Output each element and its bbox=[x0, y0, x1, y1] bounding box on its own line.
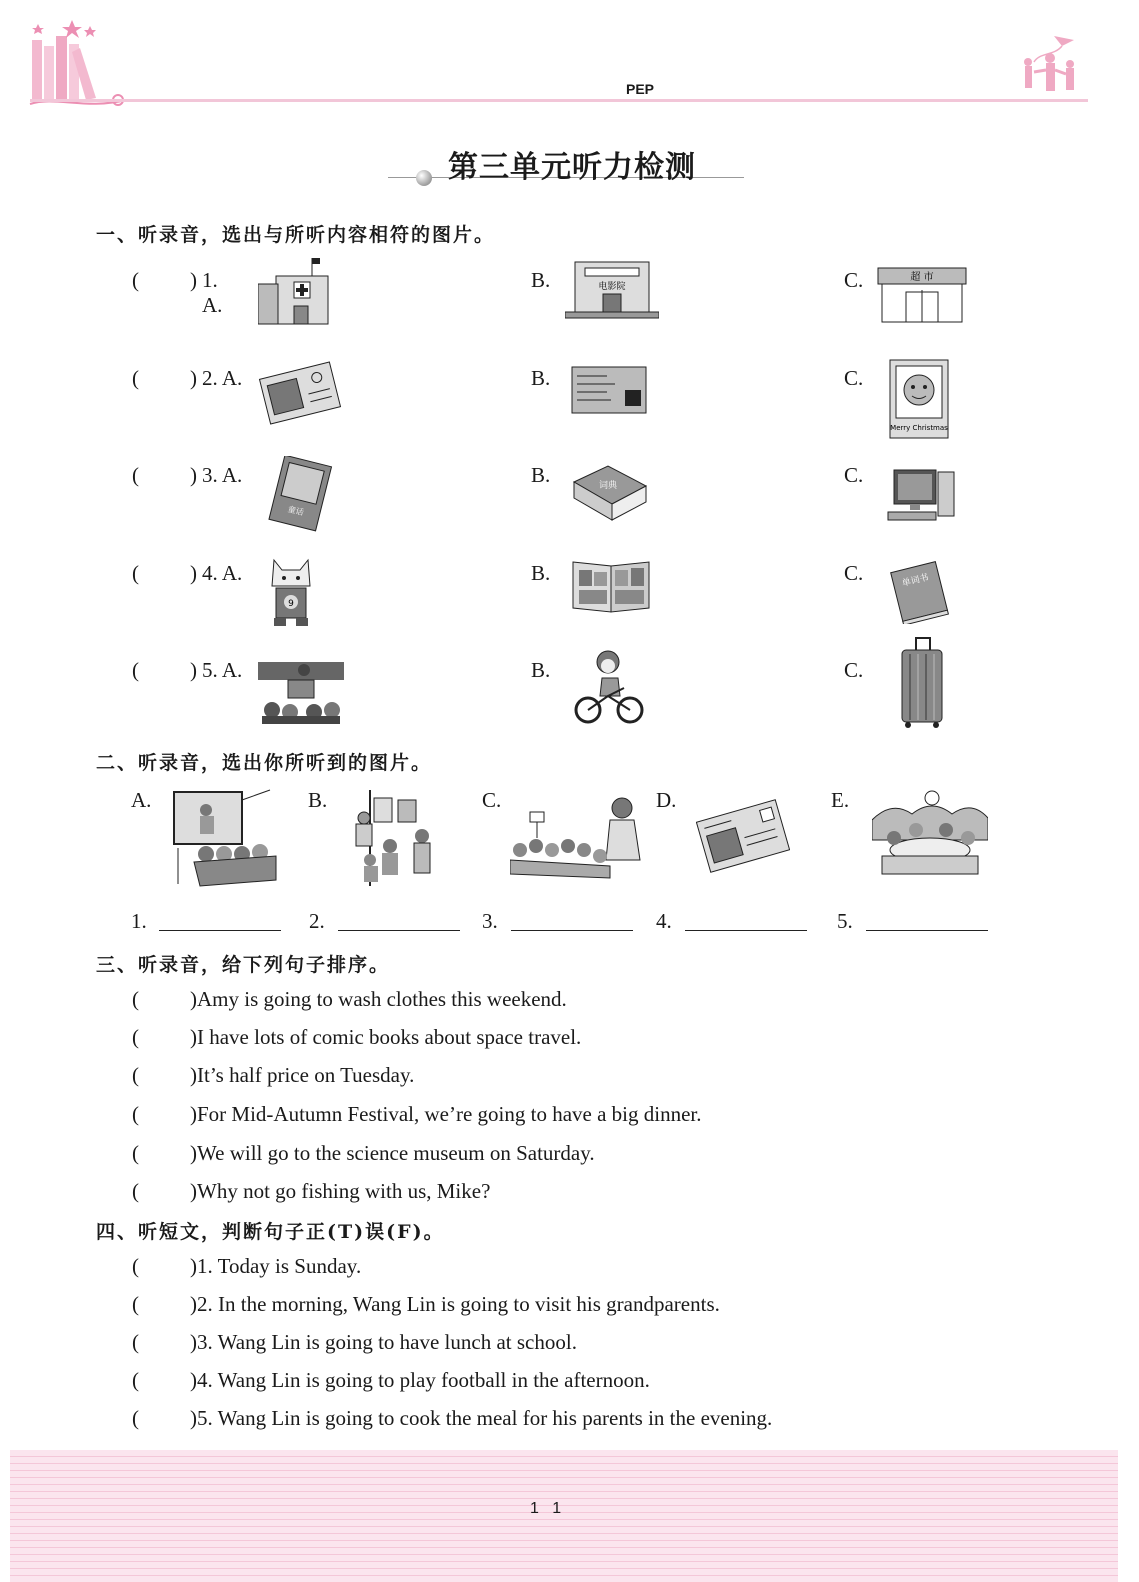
answer-paren-open: ( bbox=[132, 987, 139, 1011]
option-label-a: 5. A. bbox=[202, 658, 243, 682]
picture-option-c-label: C. bbox=[482, 788, 502, 812]
true-false-statement: )1. Today is Sunday. bbox=[190, 1254, 362, 1278]
answer-paren-open: ( bbox=[132, 658, 139, 682]
blank-label-4: 4. bbox=[656, 909, 672, 933]
option-label-c: C. bbox=[844, 561, 864, 585]
answer-paren-open: ( bbox=[132, 268, 139, 292]
comic-book-icon bbox=[571, 556, 651, 614]
answer-paren-open: ( bbox=[132, 1141, 139, 1165]
answer-paren-open: ( bbox=[132, 1254, 139, 1278]
kids-kite-logo bbox=[1014, 32, 1090, 104]
picture-option-a-label: A. bbox=[131, 788, 152, 812]
answer-paren-open: ( bbox=[132, 1292, 139, 1316]
word-book-title: 单词书 bbox=[901, 572, 930, 590]
picture-option-e-label: E. bbox=[831, 788, 850, 812]
answer-blank-3[interactable] bbox=[511, 930, 633, 931]
answer-paren-open: ( bbox=[132, 1063, 139, 1087]
museum-visit-icon bbox=[350, 788, 440, 888]
edition-label: PEP bbox=[626, 81, 655, 97]
option-label-c: C. bbox=[844, 268, 864, 292]
suitcase-icon bbox=[898, 636, 946, 730]
page-number: 1 1 bbox=[530, 1500, 562, 1517]
option-label-c: C. bbox=[844, 658, 864, 682]
answer-paren-open: ( bbox=[132, 561, 139, 585]
girl-riding-bike-icon bbox=[574, 648, 644, 728]
option-label-b: B. bbox=[531, 366, 551, 390]
word-book-icon bbox=[888, 558, 954, 624]
shirt-number: 9 bbox=[288, 599, 294, 609]
answer-paren-close: ) bbox=[190, 561, 197, 585]
answer-paren-close: ) bbox=[190, 268, 197, 292]
answer-paren-close: ) bbox=[190, 658, 197, 682]
ordering-sentence: )We will go to the science museum on Saturday. bbox=[190, 1141, 595, 1165]
section-2-heading: 二、听录音，选出你所听到的图片。 bbox=[96, 752, 433, 774]
answer-paren-open: ( bbox=[132, 463, 139, 487]
answer-paren-open: ( bbox=[132, 366, 139, 390]
corner-logo bbox=[26, 18, 136, 118]
storybook-title: 童话 bbox=[286, 504, 305, 518]
option-label-a: 3. A. bbox=[202, 463, 243, 487]
books-stars-icon bbox=[26, 18, 136, 118]
section-3-heading: 三、听录音，给下列句子排序。 bbox=[96, 954, 391, 976]
ordering-sentence: )Why not go fishing with us, Mike? bbox=[190, 1179, 491, 1203]
option-label-b: B. bbox=[531, 463, 551, 487]
answer-paren-open: ( bbox=[132, 1179, 139, 1203]
answer-paren-open: ( bbox=[132, 1330, 139, 1354]
picture-option-d-label: D. bbox=[656, 788, 677, 812]
dictionary-title: 词典 bbox=[598, 481, 618, 491]
option-label-b: B. bbox=[531, 268, 551, 292]
cinema-audience-icon bbox=[170, 788, 280, 888]
blank-label-1: 1. bbox=[131, 909, 147, 933]
family-dinner-outdoors-icon bbox=[872, 790, 988, 878]
storybook-icon bbox=[262, 456, 338, 532]
hospital-icon bbox=[258, 254, 336, 328]
option-label-b: B. bbox=[531, 658, 551, 682]
answer-blank-2[interactable] bbox=[338, 930, 460, 931]
ordering-sentence: )It’s half price on Tuesday. bbox=[190, 1063, 415, 1087]
option-label-c: C. bbox=[844, 366, 864, 390]
answer-paren-close: ) bbox=[190, 463, 197, 487]
supermarket-sign: 超 市 bbox=[910, 272, 934, 283]
computer-icon bbox=[886, 466, 960, 524]
answer-blank-4[interactable] bbox=[685, 930, 807, 931]
header-rule bbox=[30, 99, 1088, 102]
option-label-a: 2. A. bbox=[202, 366, 243, 390]
tour-group-icon bbox=[510, 794, 656, 880]
blank-label-5: 5. bbox=[837, 909, 853, 933]
business-card-icon bbox=[571, 366, 647, 414]
option-label-b: B. bbox=[531, 561, 551, 585]
cartoon-cat-icon bbox=[266, 556, 316, 630]
blank-label-3: 3. bbox=[482, 909, 498, 933]
page-title: 第三单元听力检测 bbox=[448, 150, 696, 185]
answer-paren-open: ( bbox=[132, 1025, 139, 1049]
option-label-a: 4. A. bbox=[202, 561, 243, 585]
answer-paren-close: ) bbox=[190, 366, 197, 390]
ordering-sentence: )I have lots of comic books about space travel. bbox=[190, 1025, 582, 1049]
true-false-statement: )4. Wang Lin is going to play football in the afternoon. bbox=[190, 1368, 650, 1392]
option-label-c: C. bbox=[844, 463, 864, 487]
answer-paren-open: ( bbox=[132, 1406, 139, 1430]
postcard-icon bbox=[258, 358, 342, 428]
christmas-card-icon bbox=[888, 358, 950, 440]
section-4-heading: 四、听短文，判断句子正(T)误(F)。 bbox=[96, 1221, 445, 1243]
answer-blank-5[interactable] bbox=[866, 930, 988, 931]
ordering-sentence: )For Mid-Autumn Festival, we’re going to have a big dinner. bbox=[190, 1102, 702, 1126]
dictionary-icon bbox=[568, 462, 650, 524]
true-false-statement: )5. Wang Lin is going to cook the meal for his parents in the evening. bbox=[190, 1406, 773, 1430]
picture-option-b-label: B. bbox=[308, 788, 328, 812]
ordering-sentence: )Amy is going to wash clothes this weekend. bbox=[190, 987, 567, 1011]
cinema-sign: 电影院 bbox=[598, 282, 626, 292]
true-false-statement: )2. In the morning, Wang Lin is going to visit his grandparents. bbox=[190, 1292, 720, 1316]
section-1-heading: 一、听录音，选出与所听内容相符的图片。 bbox=[96, 224, 496, 246]
card-greeting: Merry Christmas bbox=[890, 424, 948, 432]
answer-paren-open: ( bbox=[132, 1102, 139, 1126]
footer-band bbox=[10, 1450, 1118, 1582]
answer-paren-open: ( bbox=[132, 1368, 139, 1392]
blank-label-2: 2. bbox=[309, 909, 325, 933]
option-label-a: 1. A. bbox=[202, 268, 223, 317]
true-false-statement: )3. Wang Lin is going to have lunch at school. bbox=[190, 1330, 577, 1354]
postcard-stamp-icon bbox=[696, 796, 790, 876]
answer-blank-1[interactable] bbox=[159, 930, 281, 931]
supermarket-icon bbox=[876, 266, 968, 326]
title-bullet bbox=[416, 170, 432, 186]
theater-stage-icon bbox=[258, 660, 344, 724]
cinema-building-icon bbox=[565, 260, 659, 320]
children-kite-icon bbox=[1014, 32, 1090, 104]
